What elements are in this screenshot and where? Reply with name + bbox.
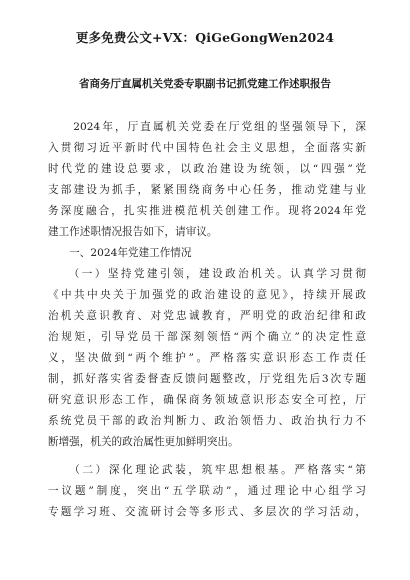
text-line: 建工作述职情况报告如下，请审议。 <box>48 226 218 238</box>
document-body <box>48 117 366 523</box>
text-line: （二）深化理论武装，筑牢思想根基。严格落实“第 <box>48 464 366 476</box>
item-two-paragraph <box>48 460 366 523</box>
text-line: 专题学习班、交流研讨会等多形式、多层次的学习活动， <box>48 506 366 518</box>
text-line: 务深度融合，扎实推进模范机关创建工作。现将2024年党 <box>48 205 366 217</box>
text-line: 研究意识形态工作，确保商务领域意识形态安全可控，厅 <box>48 394 366 406</box>
text-line: 义，坚决做到“两个维护”。严格落实意识形态工作责任 <box>48 352 366 364</box>
text-line: 系统党员干部的政治判断力、政治领悟力、政治执行力不 <box>48 415 366 427</box>
promo-banner: 更多免费公文+VX：QiGeGongWen2024 <box>75 30 335 45</box>
text-line: 制，抓好落实省委督查反馈问题整改，厅党组先后3次专题 <box>48 373 366 385</box>
text-line: 《中共中央关于加强党的政治建设的意见》，持续开展政 <box>48 289 366 301</box>
item-one-paragraph <box>48 264 366 453</box>
intro-paragraph <box>48 117 366 243</box>
text-line: 治机关意识教育、对党忠诚教育，严明党的政治纪律和政 <box>48 310 366 322</box>
text-line: 治规矩，引导党员干部深刻领悟“两个确立”的决定性意 <box>48 331 366 343</box>
text-line: （一）坚持党建引领，建设政治机关。认真学习贯彻 <box>48 268 366 280</box>
text-line: 支部建设为抓手，紧紧围绕商务中心任务，推动党建与业 <box>48 184 366 196</box>
text-line: 2024年，厅直属机关党委在厅党组的坚强领导下，深 <box>48 121 366 133</box>
text-line: 时代党的建设总要求，以政治建设为统领，以“四强”党 <box>48 163 366 175</box>
text-line: 一议题”制度，突出“五学联动”，通过理论中心组学习 <box>48 485 366 497</box>
text-line: 断增强，机关的政治属性更加鲜明突出。 <box>48 436 239 448</box>
text-line: 入贯彻习近平新时代中国特色社会主义思想，全面落实新 <box>48 142 366 154</box>
section-heading: 一、2024年党建工作情况 <box>48 247 192 259</box>
document-title: 省商务厅直属机关党委专职副书记抓党建工作述职报告 <box>79 78 331 90</box>
